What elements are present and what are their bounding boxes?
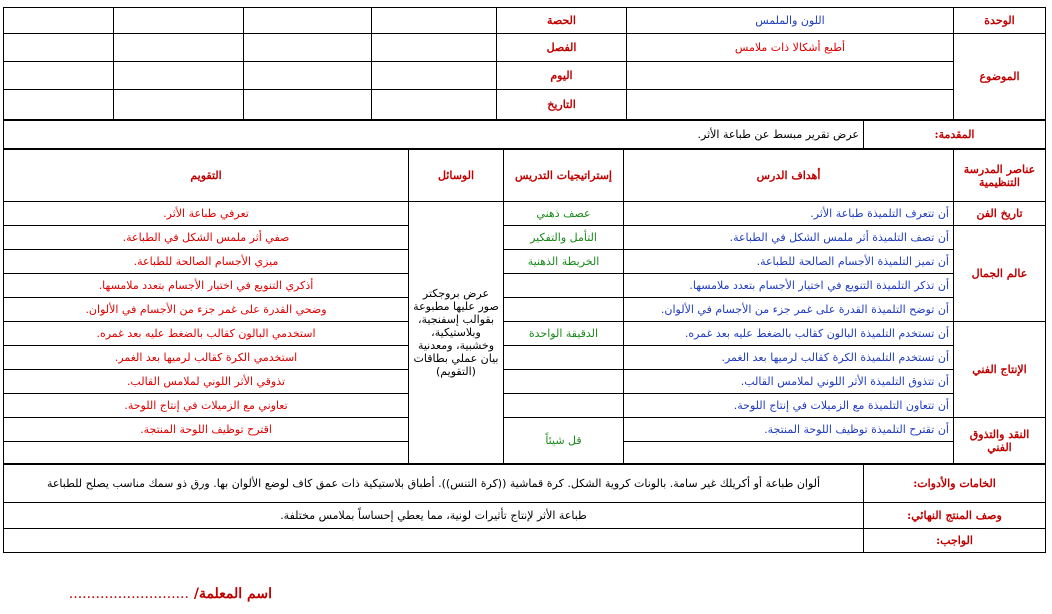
unit-value: اللون والملمس: [627, 8, 954, 34]
objective-cell: أن تستخدم التلميذة البالون كقالب بالضغط عليه بعد غمره.: [624, 322, 954, 346]
objective-cell: أن تميز التلميذة الأجسام الصالحة للطباعة.: [624, 250, 954, 274]
col-strategies: إستراتيجيات التدريس: [504, 150, 624, 202]
intro-table: [3, 120, 1046, 149]
session-cell-3[interactable]: [114, 8, 244, 34]
evaluation-cell: تعرفي طباعة الأثر.: [4, 202, 409, 226]
main-table: [3, 149, 1046, 464]
section-production: الإنتاج الفني: [954, 322, 1046, 418]
objective-cell: أن تتعاون التلميذة مع الزميلات في إنتاج اللوحة.: [624, 394, 954, 418]
materials-label: الخامات والأدوات:: [864, 465, 1046, 503]
strategy-cell: [504, 274, 624, 298]
strategy-cell: قل شيئاً: [504, 418, 624, 464]
strategy-cell: [504, 394, 624, 418]
unit-label: الوحدة: [954, 8, 1046, 34]
media-cell: عرض بروجكتر صور عليها مطبوعة بقوالب إسفنجية، وبلاستيكية، وخشبية، ومعدنية بيان عملي بطاقات (التقويم): [409, 202, 504, 464]
evaluation-cell: أذكري التنويع في اختيار الأجسام بتعدد ملامسها.: [4, 274, 409, 298]
objective-empty-cell: [624, 442, 954, 464]
evaluation-cell: اقترح توظيف اللوحة المنتجة.: [4, 418, 409, 442]
objective-cell: أن تتعرف التلميذة طباعة الأثر.: [624, 202, 954, 226]
evaluation-empty-cell: [4, 442, 409, 464]
session-cell-4[interactable]: [4, 8, 114, 34]
homework-value[interactable]: [4, 529, 864, 553]
strategy-cell: [504, 370, 624, 394]
day-cell-3[interactable]: [114, 62, 244, 90]
day-cell-2[interactable]: [244, 62, 372, 90]
session-cell[interactable]: [372, 8, 497, 34]
col-evaluation: التقويم: [4, 150, 409, 202]
session-cell-2[interactable]: [244, 8, 372, 34]
objective-cell: أن توضح التلميذة القدرة على غمر جزء من الأجسام في الألوان.: [624, 298, 954, 322]
strategy-cell: عصف ذهني: [504, 202, 624, 226]
strategy-cell: [504, 346, 624, 370]
teacher-label: اسم المعلمة/: [193, 586, 272, 602]
evaluation-cell: صفي أثر ملمس الشكل في الطباعة.: [4, 226, 409, 250]
day-cell[interactable]: [372, 62, 497, 90]
lesson-plan-sheet: [3, 7, 1045, 583]
strategy-cell: التأمل والتفكير: [504, 226, 624, 250]
intro-label: المقدمة:: [864, 121, 1046, 149]
materials-value: ألوان طباعة أو أكريلك غير سامة. بالونات كروية الشكل. كرة قماشية ((كرة التنس)). أطباق بلاستيكية ذات عمق كاف لوضع الألوان بها. ورق ذو سمك مناسب يصلح للطباعة: [4, 465, 864, 503]
col-objectives: أهداف الدرس: [624, 150, 954, 202]
date-cell-4[interactable]: [4, 90, 114, 120]
col-elements: عناصر المدرسة التنظيمية: [954, 150, 1046, 202]
homework-label: الواجب:: [864, 529, 1046, 553]
date-cell-3[interactable]: [114, 90, 244, 120]
section-art-history: تاريخ الفن: [954, 202, 1046, 226]
section-aesthetics: عالم الجمال: [954, 226, 1046, 322]
topic-extra-1: [627, 62, 954, 90]
objective-cell: أن تستخدم التلميذة الكرة كقالب لرميها بعد الغمر.: [624, 346, 954, 370]
class-label: الفصل: [497, 34, 627, 62]
objective-cell: أن تقترح التلميذة توظيف اللوحة المنتجة.: [624, 418, 954, 442]
evaluation-cell: تذوقي الأثر اللوني لملامس القالب.: [4, 370, 409, 394]
final-product-value: طباعة الأثر لإنتاج تأثيرات لونية، مما يعطي إحساساً بملامس مختلفة.: [4, 503, 864, 529]
class-cell-3[interactable]: [114, 34, 244, 62]
topic-extra-2: [627, 90, 954, 120]
date-cell[interactable]: [372, 90, 497, 120]
evaluation-cell: تعاوني مع الزميلات في إنتاج اللوحة.: [4, 394, 409, 418]
final-product-label: وصف المنتج النهائي:: [864, 503, 1046, 529]
objective-cell: أن تصف التلميذة أثر ملمس الشكل في الطباعة.: [624, 226, 954, 250]
col-media: الوسائل: [409, 150, 504, 202]
strategy-cell: الدقيقة الواحدة: [504, 322, 624, 346]
class-cell-2[interactable]: [244, 34, 372, 62]
evaluation-cell: استخدمي الكرة كقالب لرميها بعد الغمر.: [4, 346, 409, 370]
teacher-name-blank[interactable]: ...........................: [68, 586, 189, 602]
intro-value: عرض تقرير مبسط عن طباعة الأثر.: [4, 121, 864, 149]
evaluation-cell: وضحي القدرة على غمر جزء من الأجسام في الألوان.: [4, 298, 409, 322]
header-table: [3, 7, 1046, 120]
section-criticism: النقد والتذوق الفني: [954, 418, 1046, 464]
teacher-signature-line: [69, 586, 272, 602]
date-cell-2[interactable]: [244, 90, 372, 120]
evaluation-cell: ميزي الأجسام الصالحة للطباعة.: [4, 250, 409, 274]
strategy-cell: [504, 298, 624, 322]
objective-cell: أن تتذوق التلميذة الأثر اللوني لملامس القالب.: [624, 370, 954, 394]
day-label: اليوم: [497, 62, 627, 90]
day-cell-4[interactable]: [4, 62, 114, 90]
footer-table: [3, 464, 1046, 553]
topic-value: أطبع أشكالا ذات ملامس: [627, 34, 954, 62]
topic-label: الموضوع: [954, 34, 1046, 120]
class-cell-4[interactable]: [4, 34, 114, 62]
evaluation-cell: استخدمي البالون كقالب بالضغط عليه بعد غمره.: [4, 322, 409, 346]
class-cell[interactable]: [372, 34, 497, 62]
strategy-cell: الخريطة الذهنية: [504, 250, 624, 274]
objective-cell: أن تذكر التلميذة التنويع في اختيار الأجسام بتعدد ملامسها.: [624, 274, 954, 298]
date-label: التاريخ: [497, 90, 627, 120]
session-label: الحصة: [497, 8, 627, 34]
